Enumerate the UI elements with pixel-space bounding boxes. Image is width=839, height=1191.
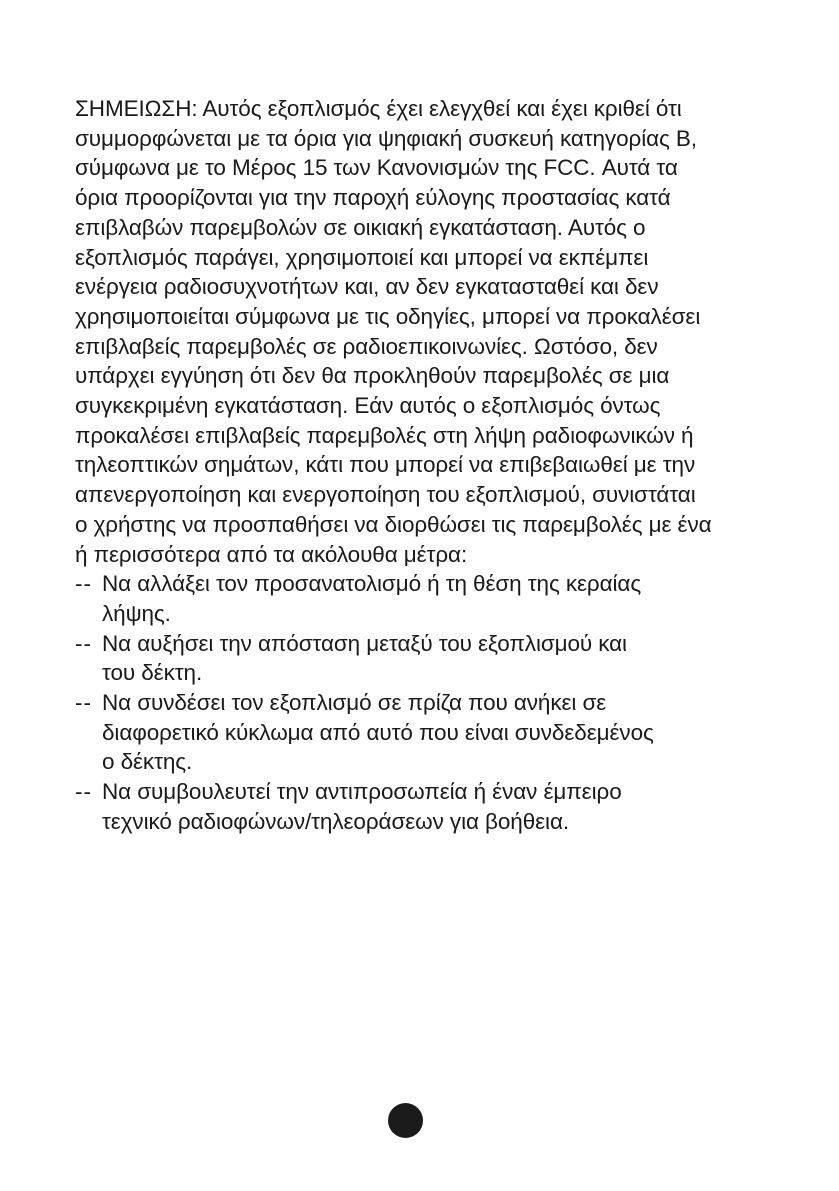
fcc-notice-paragraph [75,94,775,569]
dash-bullet: -- [75,630,92,656]
dash-bullet: -- [75,779,92,805]
paragraph-line: ΣΗΜΕΙΩΣΗ: Αυτός εξοπλισμός έχει ελεγχθεί και έχει κριθεί ότι [75,96,682,121]
list-item [75,629,775,688]
list-item [75,688,775,777]
paragraph-line: απενεργοποίηση και ενεργοποίηση του εξοπλισμού, συνιστάται [75,482,696,508]
paragraph-line: προκαλέσει επιβλαβείς παρεμβολές στη λήψη ραδιοφωνικών ή [75,422,694,448]
paragraph-line: επιβλαβών παρεμβολών σε οικιακή εγκατάσταση. Αυτός ο [75,214,646,240]
list-item [75,777,775,836]
list-item [75,569,775,628]
list-item-line: Να συνδέσει τον εξοπλισμό σε πρίζα που ανήκει σε [102,690,607,716]
list-item-line: ο δέκτης. [102,749,193,775]
list-item-line: τεχνικό ραδιοφώνων/τηλεοράσεων για βοήθεια. [102,808,570,834]
paragraph-line: όρια προορίζονται για την παροχή εύλογης προστασίας κατά [75,185,671,211]
paragraph-line: ο χρήστης να προσπαθήσει να διορθώσει τις παρεμβολές με ένα [75,511,712,537]
measures-list [75,569,775,836]
list-item-line: λήψης. [102,600,171,626]
paragraph-line: ενέργεια ραδιοσυχνοτήτων και, αν δεν εγκατασταθεί και δεν [75,274,659,300]
paragraph-line: υπάρχει εγγύηση ότι δεν θα προκληθούν παρεμβολές σε μια [75,363,670,389]
dash-bullet: -- [75,690,92,716]
page-marker-dot [388,1103,423,1138]
list-item-line: του δέκτη. [102,660,203,686]
paragraph-line: τηλεοπτικών σημάτων, κάτι που μπορεί να επιβεβαιωθεί με την [75,452,696,478]
paragraph-line: χρησιμοποιείται σύμφωνα με τις οδηγίες, μπορεί να προκαλέσει [75,303,701,329]
paragraph-line: εξοπλισμός παράγει, χρησιμοποιεί και μπορεί να εκπέμπει [75,244,649,270]
document-body [75,94,775,837]
paragraph-line: επιβλαβείς παρεμβολές σε ραδιοεπικοινωνίες. Ωστόσο, δεν [75,333,658,359]
list-item-line: διαφορετικό κύκλωμα από αυτό που είναι συνδεδεμένος [102,719,654,745]
paragraph-line: συμμορφώνεται με τα όρια για ψηφιακή συσκευή κατηγορίας B, [75,125,697,151]
dash-bullet: -- [75,571,92,597]
paragraph-line: συγκεκριμένη εγκατάσταση. Εάν αυτός ο εξοπλισμός όντως [75,393,661,419]
list-item-line: Να συμβουλευτεί την αντιπροσωπεία ή έναν έμπειρο [102,779,622,805]
paragraph-line: ή περισσότερα από τα ακόλουθα μέτρα: [75,541,468,567]
list-item-line: Να αλλάξει τον προσανατολισμό ή τη θέση της κεραίας [102,571,642,597]
paragraph-line: σύμφωνα με το Μέρος 15 των Κανονισμών της FCC. Αυτά τα [75,155,678,181]
list-item-line: Να αυξήσει την απόσταση μεταξύ του εξοπλισμού και [102,630,627,656]
